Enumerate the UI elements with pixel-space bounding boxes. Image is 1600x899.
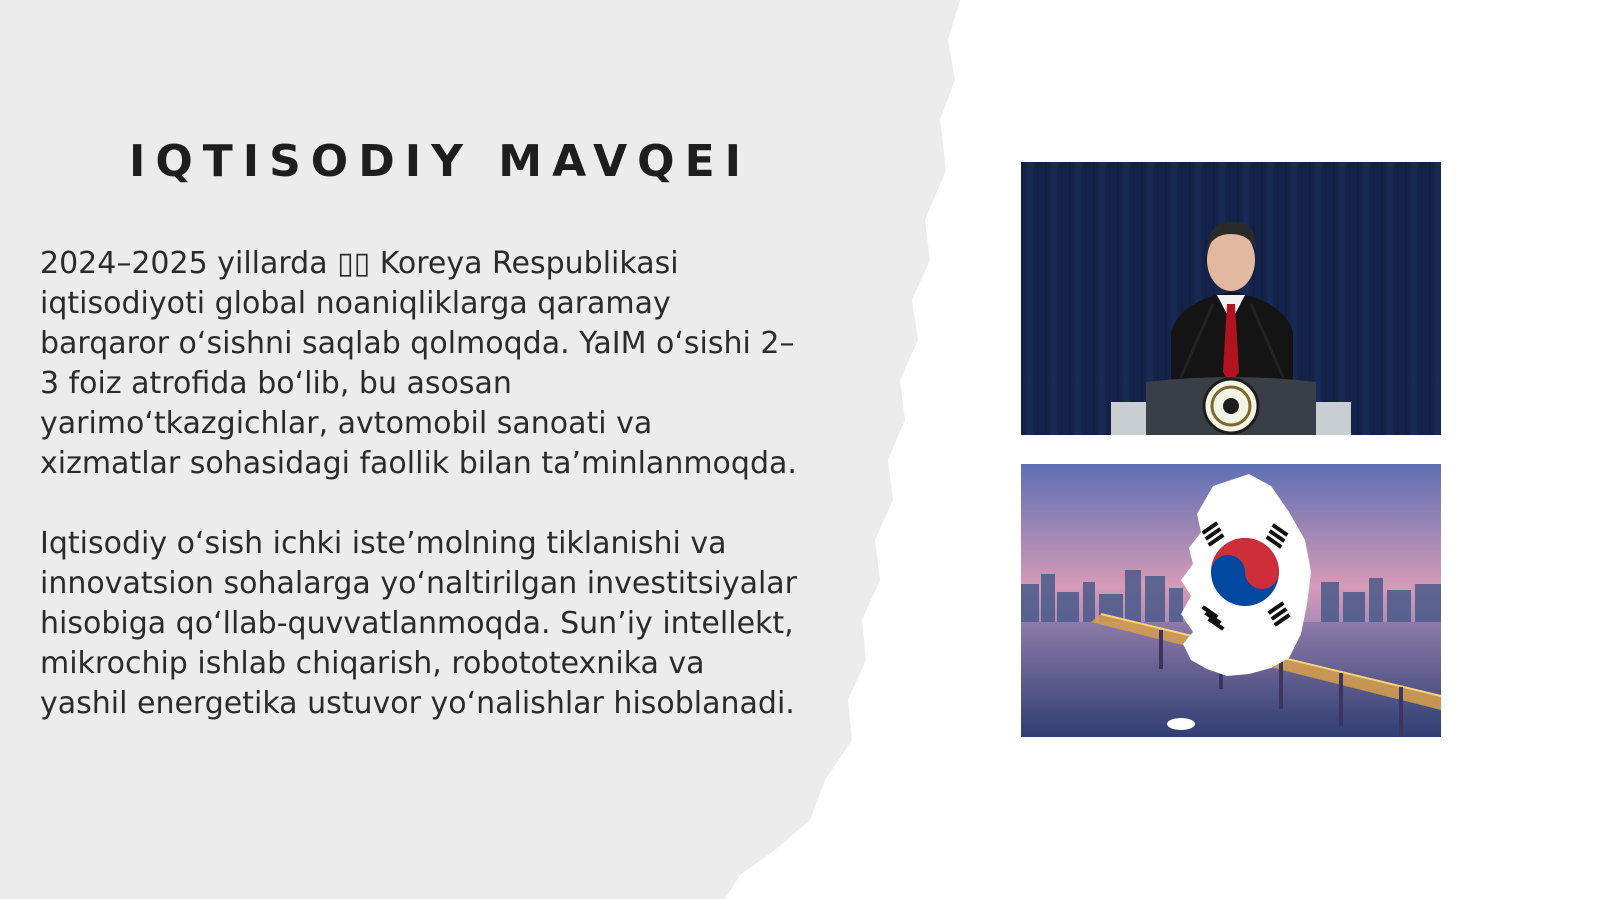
slide-title: IQTISODIY MAVQEI <box>128 136 752 187</box>
body-text <box>40 244 800 764</box>
paragraph-1: 2024–2025 yillarda ▯▯ Koreya Respublikasi iqtisodiyoti global noaniqliklarga qaramay barqaror oʻsishni saqlab qolmoqda. YaIM oʻsishi 2–3 foiz atrofida boʻlib, bu asosan yarimoʻtkazgichlar, avtomobil sanoati va xizmatlar sohasidagi faollik bilan taʼminlanmoqda. <box>40 246 797 481</box>
paragraph-2: Iqtisodiy oʻsish ichki isteʼmolning tiklanishi va innovatsion sohalarga yoʻnaltirilgan investitsiyalar hisobiga qoʻllab-quvvatlanmoqda. Sunʼiy intellekt, mikrochip ishlab chiqarish, robototexnika va yashil energetika ustuvor yoʻnalishlar hisoblanadi. <box>40 526 798 721</box>
speaker-at-podium-photo <box>1021 162 1441 435</box>
korea-map-flag-city-photo <box>1021 464 1441 737</box>
